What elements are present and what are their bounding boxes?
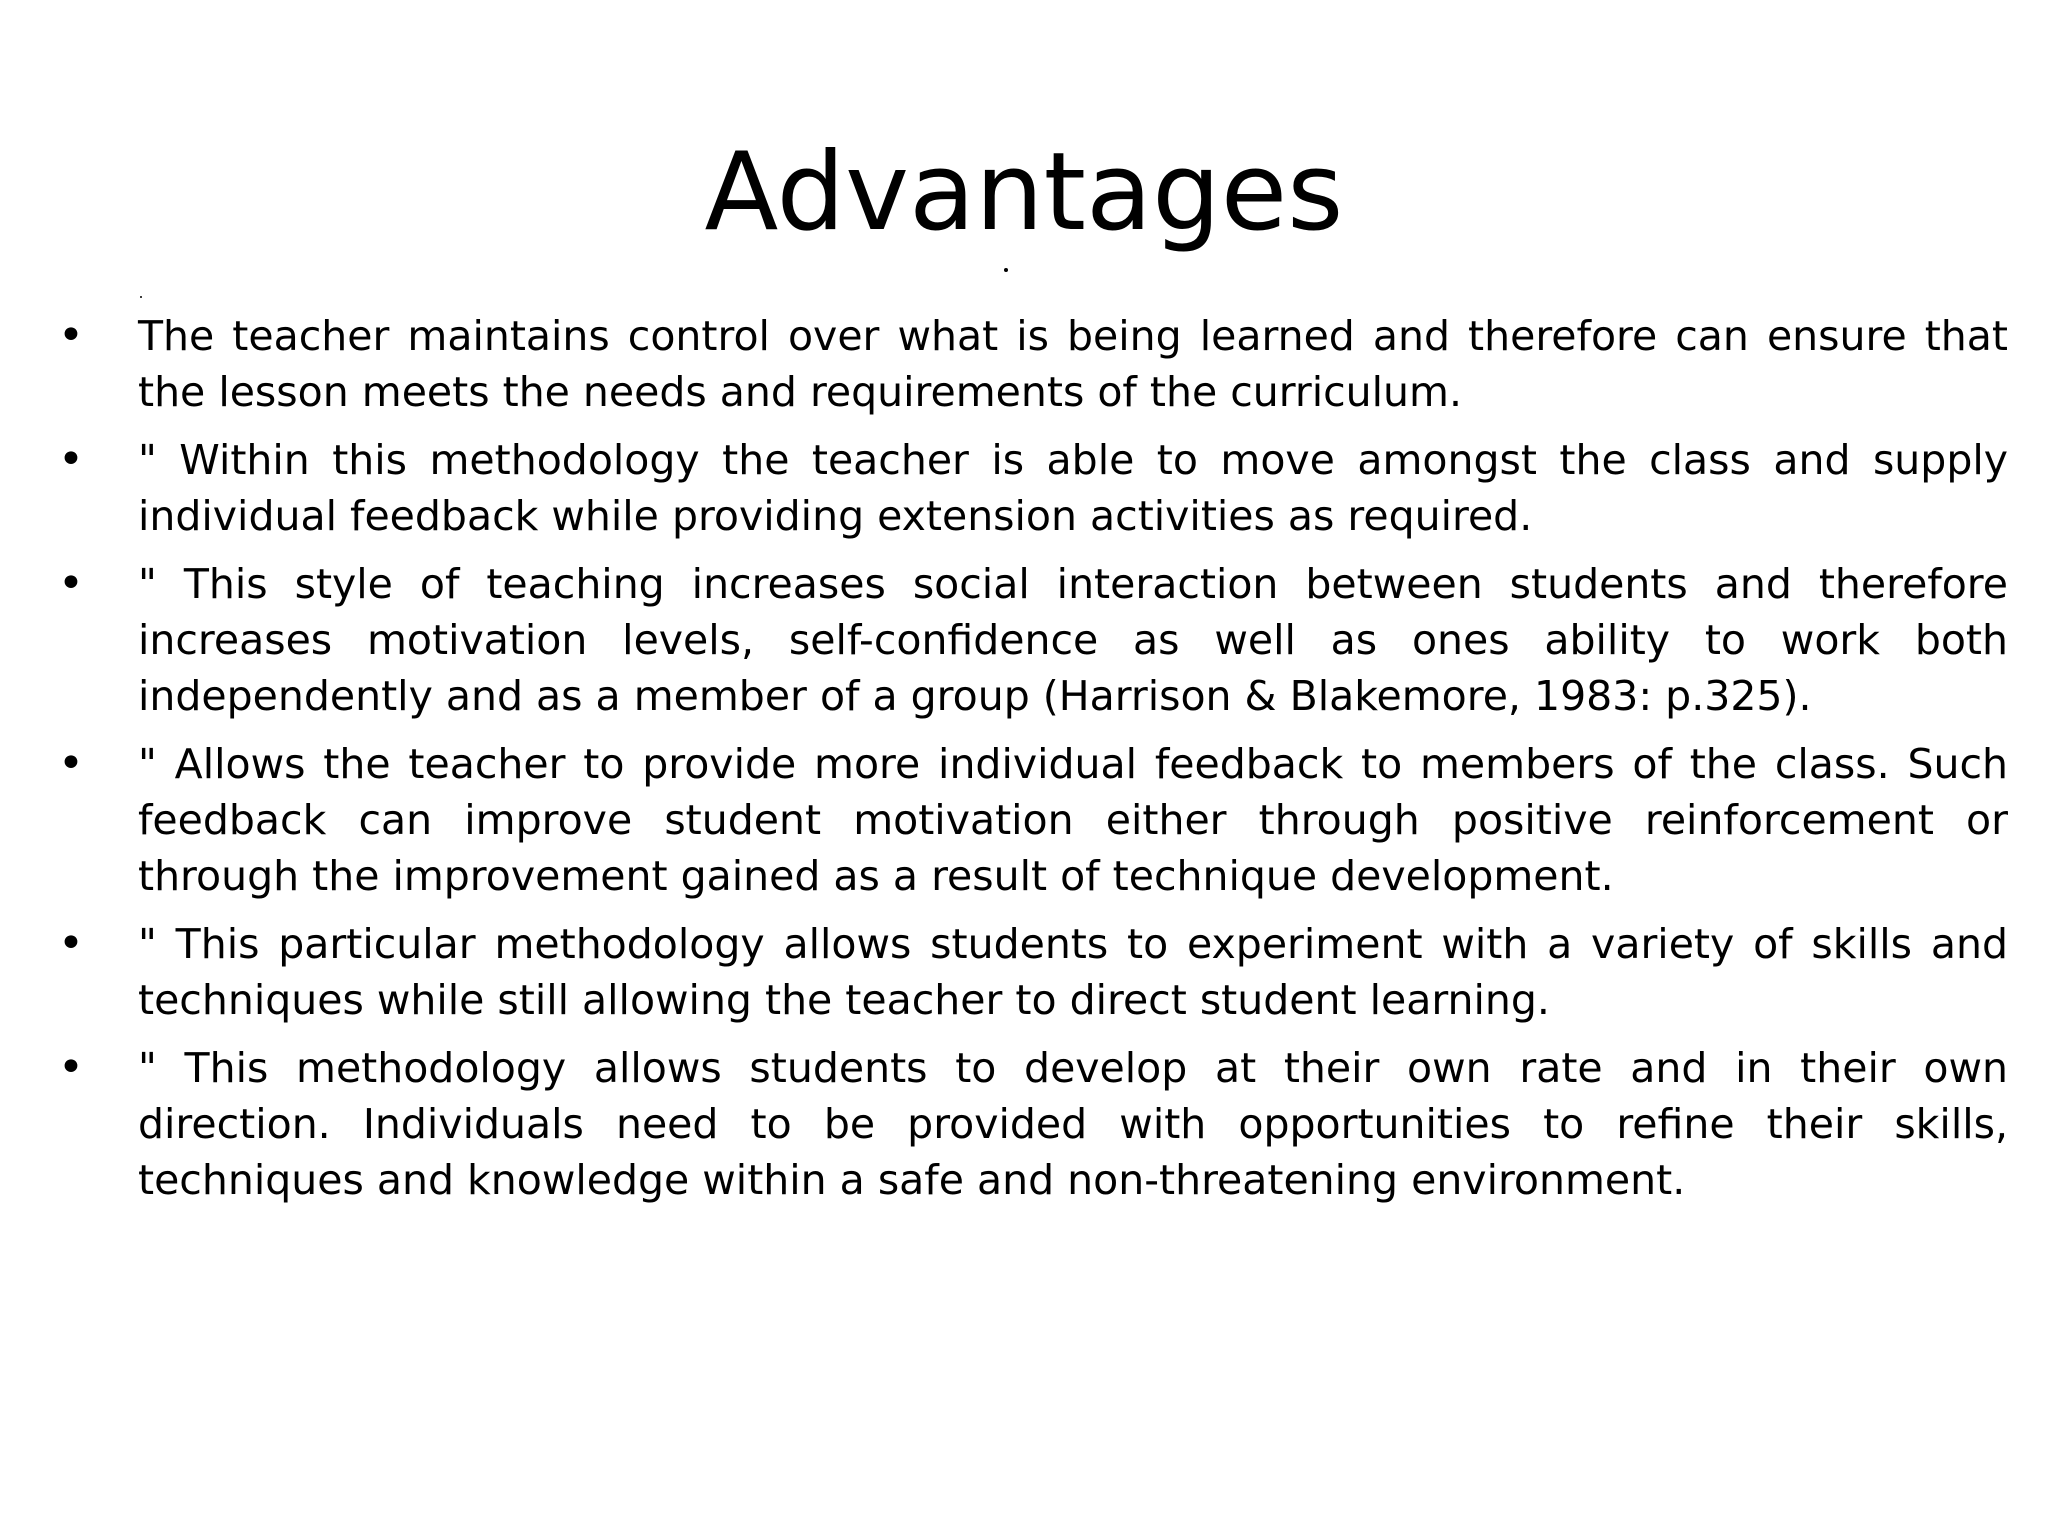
bullet-item (0, 432, 2048, 544)
bullet-text: " This methodology allows students to develop at their own rate and in their own direction. Individuals need to be provided with opportunities to refine their skills, techniques and knowledge within a safe and non-threatening environment. (138, 1044, 2008, 1204)
bullet-icon: • (58, 738, 84, 789)
stray-dot-mark (1004, 268, 1008, 272)
bullet-text: The teacher maintains control over what is being learned and therefore can ensure that the lesson meets the needs and requirements of the curriculum. (138, 312, 2008, 416)
bullet-item (0, 556, 2048, 724)
bullet-icon: • (58, 1042, 84, 1093)
bullet-item (0, 736, 2048, 904)
bullet-text: " This style of teaching increases social interaction between students and therefore increases motivation levels, self-confidence as well as ones ability to work both independently and as a member of a group (Harrison & Blakemore, 1983: p.325). (138, 560, 2008, 720)
bullet-icon: • (58, 918, 84, 969)
bullet-text: " Allows the teacher to provide more individual feedback to members of the class. Such feedback can improve student motivation either through positive reinforcement or through the improvement gained as a result of technique development. (138, 740, 2008, 900)
bullet-icon: • (58, 434, 84, 485)
bullet-text: " Within this methodology the teacher is able to move amongst the class and supply individual feedback while providing extension activities as required. (138, 436, 2008, 540)
stray-dot-mark-small (140, 296, 142, 298)
bullet-item (0, 916, 2048, 1028)
bullet-icon: • (58, 558, 84, 609)
bullet-icon: • (58, 310, 84, 361)
bullet-list (0, 308, 2048, 1220)
slide-title: Advantages (704, 130, 1344, 255)
bullet-item (0, 1040, 2048, 1208)
bullet-item (0, 308, 2048, 420)
bullet-text: " This particular methodology allows students to experiment with a variety of skills and techniques while still allowing the teacher to direct student learning. (138, 920, 2008, 1024)
